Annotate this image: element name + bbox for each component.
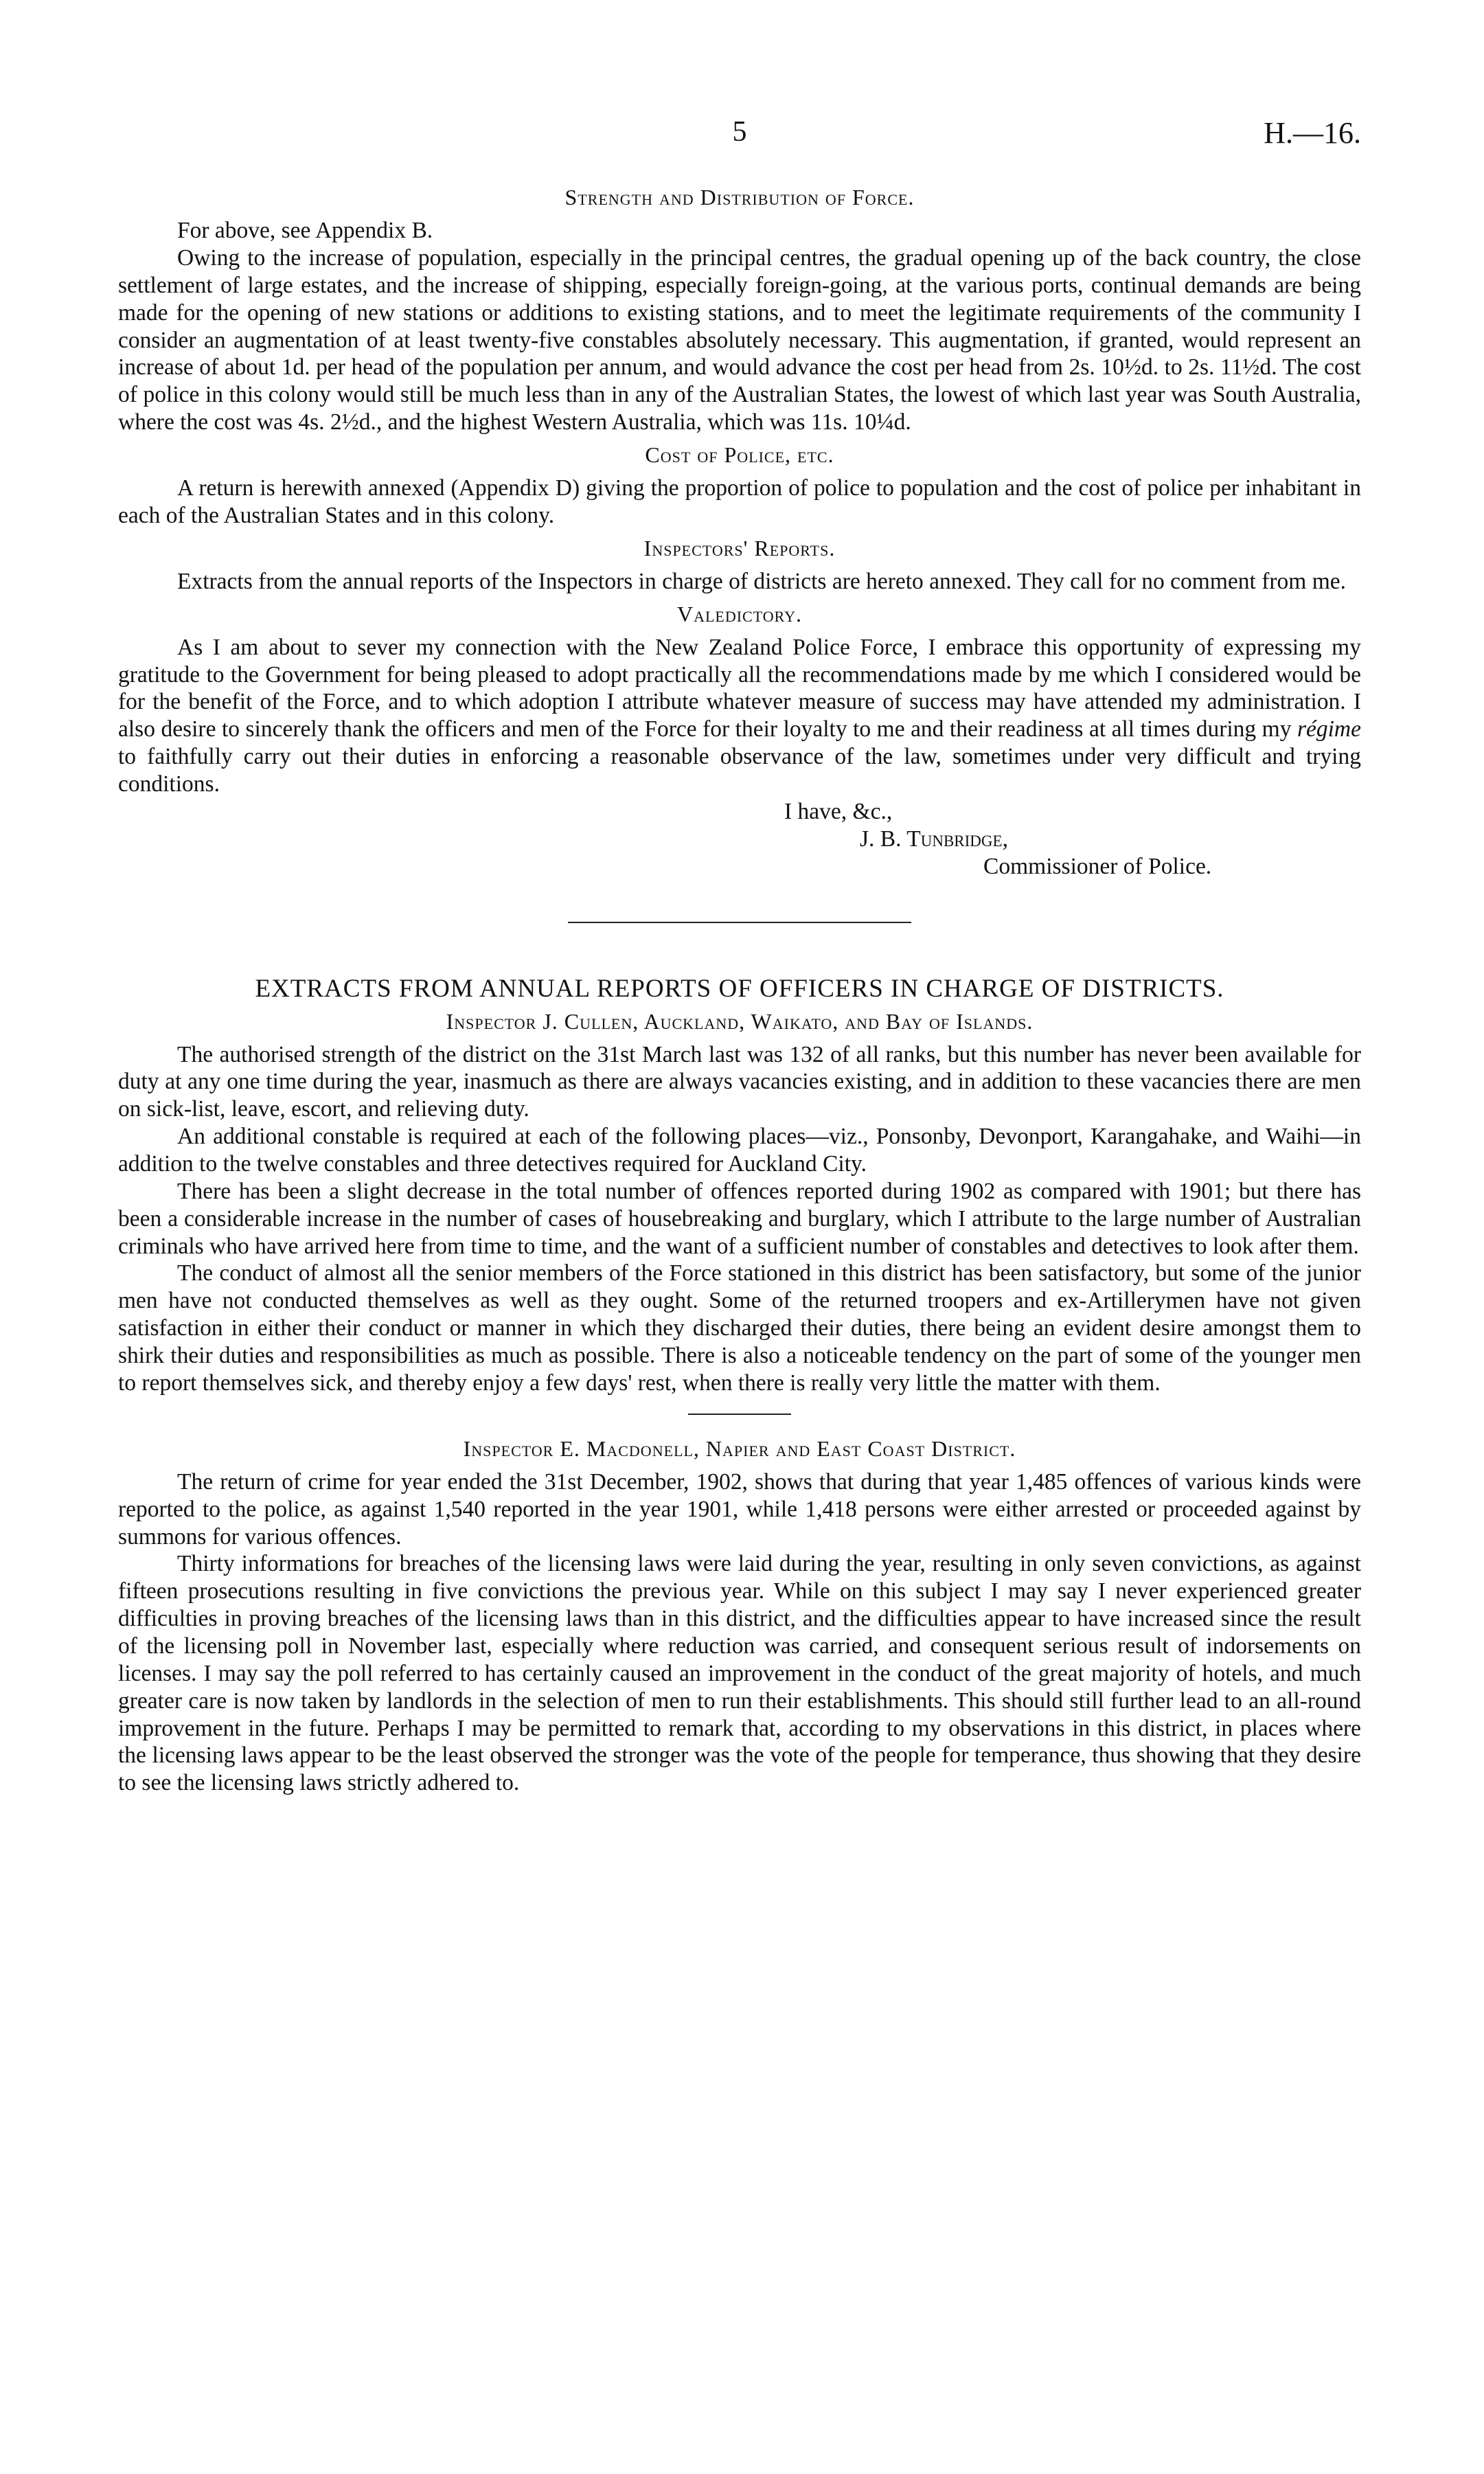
paragraph: A return is herewith annexed (Appendix D) giving the proportion of police to population and the cost of police per inhabitant in each of the Australian States and in this colony. [118, 475, 1361, 528]
paragraph: The authorised strength of the district on the 31st March last was 132 of all ranks, but this number has never been available for duty at any one time during the year, inasmuch as there are always vacancies existing, and in addition to these vacancies there are men on sick-list, leave, escort, and relieving duty. [118, 1041, 1361, 1122]
paragraph: For above, see Appendix B. [177, 218, 433, 244]
signatory-name: J. B. Tunbridge, [860, 826, 1008, 852]
section-heading-cullen: Inspector J. Cullen, Auckland, Waikato, and Bay of Islands. [446, 1008, 1034, 1034]
paragraph: The return of crime for year ended the 31st December, 1902, shows that during that year 1,485 offences of various kinds were reported to the police, as against 1,540 reported in the year 1901, while 1,418 persons were either arrested or proceeded against by summons for various offences. [118, 1468, 1361, 1550]
section-heading-cost: Cost of Police, etc. [645, 442, 834, 467]
signatory-title: Commissioner of Police. [983, 853, 1212, 879]
section-heading-valedictory: Valedictory. [676, 601, 803, 626]
page-number: 5 [732, 116, 747, 148]
section-divider [568, 922, 911, 923]
italic-text: régime [1297, 716, 1361, 742]
page-header [118, 110, 1361, 158]
paragraph: The conduct of almost all the senior members of the Force stationed in this district has been satisfactory, but some of the junior men have not conducted themselves as well as they ought. Some of the returned troopers and ex-Artillerymen have not given satisfaction in either their conduct or manner in which they discharged their duties, there being an evident desire amongst them to shirk their duties and responsibilities as much as possible. There is also a noticeable tendency on the part of some of the younger men to report themselves sick, and thereby enjoy a few days' rest, when there is really very little the matter with them. [118, 1260, 1361, 1396]
section-heading-inspectors: Inspectors' Reports. [643, 535, 836, 560]
closing-line: I have, &c., [784, 798, 893, 824]
text-run: As I am about to sever my connection with the New Zealand Police Force, I embrace this opportunity of expressing my gratitude to the Government for being pleased to adopt practically all the recommendations made by me which I considered would be for the benefit of the Force, and to which adoption I attribute whatever measure of success may have attended my administration. I also desire to sincerely thank the officers and men of the Force for their loyalty to me and their readiness at all times during my [118, 634, 1361, 742]
section-heading-strength: Strength and Distribution of Force. [564, 185, 915, 209]
extracts-heading: EXTRACTS FROM ANNUAL REPORTS OF OFFICERS IN CHARGE OF DISTRICTS. [255, 974, 1224, 1003]
document-reference: H.—16. [1264, 116, 1361, 150]
paragraph: An additional constable is required at each of the following places—viz., Ponsonby, Devonport, Karangahake, and Waihi—in addition to the twelve constables and three detectives required for Auckland City. [118, 1124, 1361, 1177]
paragraph: Owing to the increase of population, especially in the principal centres, the gradual opening up of the back country, the close settlement of large estates, and the increase of shipping, especially foreign-going, at the various ports, continual demands are being made for the opening of new stations or additions to existing stations, and to meet the legitimate requirements of the community I consider an augmentation of at least twenty-five constables absolutely necessary. This augmentation, if granted, would represent an increase of about 1d. per head of the population per annum, and would advance the cost per head from 2s. 10½d. to 2s. 11½d. The cost of police in this colony would still be much less than in any of the Australian States, the lowest of which last year was South Australia, where the cost was 4s. 2½d., and the highest Western Australia, which was 11s. 10¼d. [118, 245, 1361, 435]
signature-block [118, 798, 1361, 881]
paragraph: There has been a slight decrease in the total number of offences reported during 1902 as compared with 1901; but there has been a considerable increase in the number of cases of housebreaking and burglary, which I attribute to the large number of Australian criminals who have arrived here from time to time, and the want of a sufficient number of constables and detectives to look after them. [118, 1178, 1361, 1259]
short-divider [688, 1414, 791, 1415]
section-heading-macdonell: Inspector E. Macdonell, Napier and East Coast District. [463, 1435, 1016, 1461]
text-run: to faithfully carry out their duties in enforcing a reasonable observance of the law, sometimes under very difficult and trying conditions. [118, 744, 1361, 797]
page-content [118, 184, 1361, 1797]
paragraph [118, 634, 1361, 798]
paragraph: Extracts from the annual reports of the Inspectors in charge of districts are hereto annexed. They call for no comment from me. [177, 568, 1347, 594]
paragraph: Thirty informations for breaches of the licensing laws were laid during the year, resulting in only seven convictions, as against fifteen prosecutions resulting in five convictions the previous year. While on this subject I may say I never experienced greater difficulties in proving breaches of the licensing laws than in this district, and the difficulties appear to have increased since the result of the licensing poll in November last, especially where reduction was carried, and consequent serious result of indorsements on licenses. I may say the poll referred to has certainly caused an improvement in the conduct of the great majority of hotels, and much greater care is now taken by landlords in the selection of men to run their establishments. This should still further lead to an all-round improvement in the future. Perhaps I may be permitted to remark that, according to my observations in this district, in places where the licensing laws appear to be the least observed the stronger was the vote of the people for temperance, thus showing that they desire to see the licensing laws strictly adhered to. [118, 1551, 1361, 1796]
